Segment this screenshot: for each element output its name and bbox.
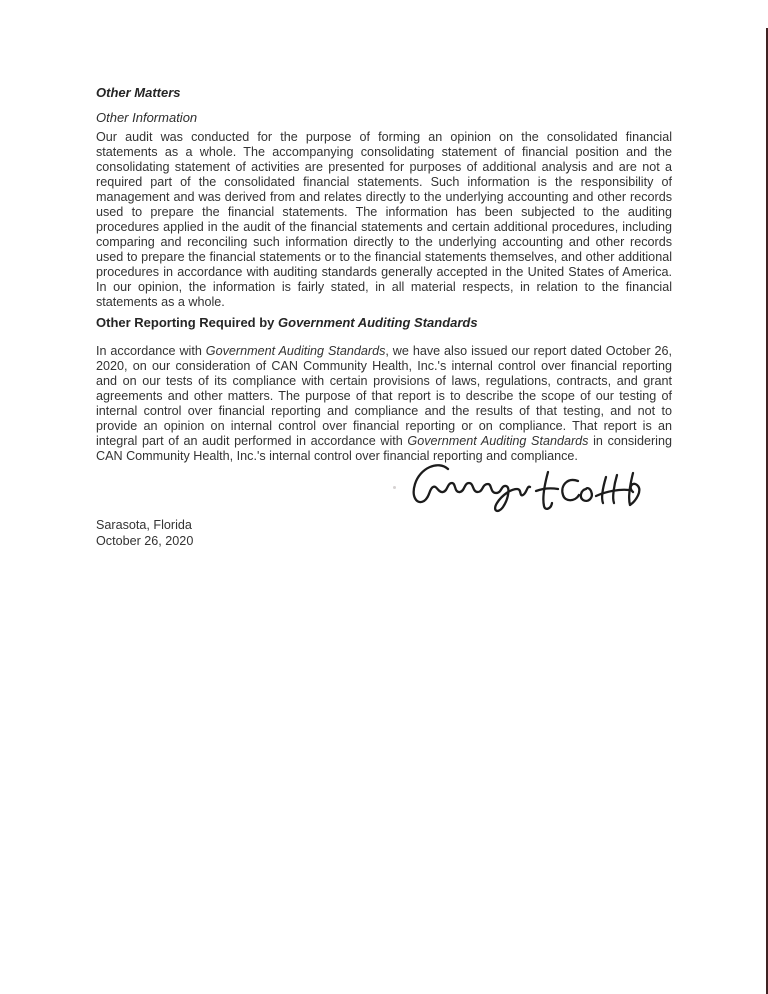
gas-italic-2: Government Auditing Standards (407, 434, 589, 448)
closing-date: October 26, 2020 (96, 533, 194, 548)
closing-city: Sarasota, Florida (96, 518, 192, 532)
subheading-other-information: Other Information (96, 110, 198, 125)
paragraph-other-reporting-lead: In accordance with (96, 344, 206, 358)
signature-icon (408, 460, 652, 522)
report-content (96, 86, 672, 549)
paragraph-other-reporting (96, 344, 672, 464)
paragraph-other-information: Our audit was conducted for the purpose of forming an opinion on the consolidated financial statements as a whole. The accompanying consolidating statement of financial position and the consolidating statement of activities are presented for purposes of additional analysis and are not a required part of the consolidated financial statements. Such information is the responsibility of management and was derived from and relates directly to the underlying accounting and other records used to prepare the financial statements. The information has been subjected to the auditing procedures applied in the audit of the financial statements and certain additional procedures, including comparing and reconciling such information directly to the underlying accounting and other records used to prepare the financial statements or to the financial statements themselves, and other additional procedures in accordance with auditing standards generally accepted in the United States of America. In our opinion, the information is fairly stated, in all material respects, in relation to the financial statements as a whole. (96, 130, 672, 309)
heading-other-reporting-prefix: Other Reporting Required by (96, 315, 279, 330)
heading-other-reporting-standards: Government Auditing Standards (278, 315, 478, 330)
paragraph-other-reporting-tail: in considering CAN Community Health, Inc.'s internal control over financial reporting and compliance. (96, 434, 672, 463)
paragraph-other-reporting-middle: , we have also issued our report dated October 26, 2020, on our consideration of CAN Community Health, Inc.'s internal control over financial reporting and on our tests of its compliance with certain provisions of laws, regulations, contracts, and grant agreements and other matters. The purpose of that report is to describe the scope of our testing of internal control over financial reporting and compliance and the results of that testing, and not to provide an opinion on internal control over financial reporting or on compliance. That report is an integral part of an audit performed in accordance with (96, 344, 672, 448)
gas-italic-1: Government Auditing Standards (205, 344, 386, 358)
heading-other-matters: Other Matters (96, 85, 181, 100)
signature-cavanaugh-co (96, 464, 672, 516)
closing-block (96, 518, 672, 549)
heading-other-reporting (96, 316, 672, 330)
